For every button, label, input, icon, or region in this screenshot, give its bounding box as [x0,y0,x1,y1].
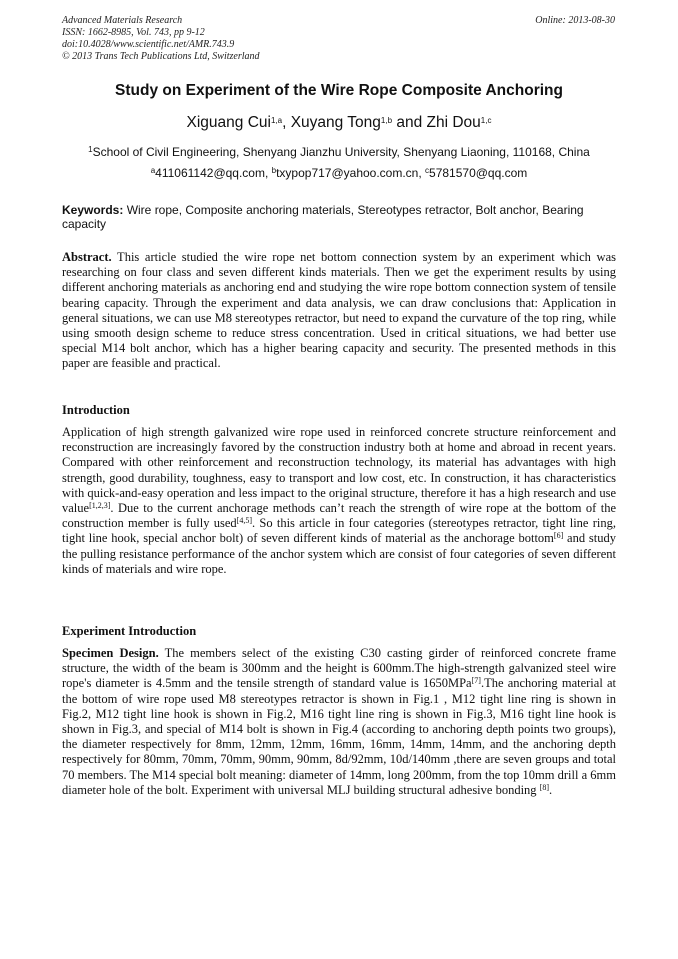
experiment-text-3: . [549,782,553,797]
copyright: © 2013 Trans Tech Publications Ltd, Switzerland [62,51,260,62]
affiliation-text: School of Civil Engineering, Shenyang Jianzhu University, Shenyang Liaoning, 110168, China [92,145,590,159]
authors [62,114,616,132]
paper-title: Study on Experiment of the Wire Rope Composite Anchoring [115,82,563,99]
author-2: , Xuyang Tong [282,114,381,131]
citation: [8] [539,782,550,792]
citation: [4,5] [236,516,252,526]
experiment-text-2: .The anchoring material at the bottom of wire rope used M8 stereotypes retractor is shown in Fig.1 , M12 tight line ring is shown in Fig.2, M12 tight line hook is shown in Fig.2, M16 tight line ring is shown in Fig.3, M16 tight line hook is shown in Fig.3, and special of M14 bolt is shown in Fig.4 (according to anchoring depth points two groups), the diameter respectively for 8mm, 12mm, 12mm, 16mm, 16mm, 14mm, 14mm, and the anchoring depth respectively for 80mm, 70mm, 70mm, 90mm, 90mm, 8d/92mm, 10d/140mm ,there are seven groups and total 70 members. The M14 special bolt meaning: diameter of 14mm, long 200mm, from the top 10mm drill a 6mm diameter hole of the bolt. Experiment with universal MLJ building structural adhesive bonding [62,676,617,797]
experiment-heading: Experiment Introduction [62,624,197,638]
intro-text-3: . So this article in four categories (stereotypes retractor, tight line ring, tight line hook, special anchor bolt) of seven different kinds of material as the anchorage bottom [62,516,616,546]
emails [62,166,616,180]
intro-heading: Introduction [62,403,130,417]
abstract-text: This article studied the wire rope net bottom connection system by an experiment which was researching on four class and seven different kinds materials. Then we get the experiment results by using different anchoring materials as anchoring end and studying the wire rope bottom connection system of tensile bearing capacity. Through the experiment and data analysis, we can draw conclusions that: Application in general situations, we can use M8 stereotypes retractor, but need to expand the curvature of the top ring, while using smooth design scheme to reduce stress concentration. Used in critical situations, we had better use special M14 bolt anchor, which has a higher bearing capacity and security. The presented methods in this paper are feasible and practical. [62,250,616,371]
intro-text-2: . Due to the current anchorage methods can’t reach the strength of wire rope at the bottom of the construction member is fully used [62,501,616,531]
abstract [62,250,616,372]
keywords-label: Keywords: [62,203,124,217]
citation: [1,2,3] [89,501,111,511]
email-2: txypop717@yahoo.com.cn, [276,166,426,180]
experiment-text-1: The members select of the existing C30 casting girder of reinforced concrete frame structure, the width of the beam is 300mm and the height is 600mm.The high-strength galvanized steel wire rope's diameter is 4.5mm and the tensile strength of standard value is 1650MPa [62,646,616,691]
affiliation [62,145,616,159]
email-3-sup: c [425,166,430,175]
author-3: and Zhi Dou [392,114,481,131]
journal-name: Advanced Materials Research [62,15,183,26]
experiment-paragraph [62,646,616,798]
specimen-design-label: Specimen Design. [62,646,159,660]
keywords [62,203,616,231]
issn: ISSN: 1662-8985, Vol. 743, pp 9-12 [62,27,205,38]
email-1: 411061142@qq.com, [155,166,272,180]
author-1: Xiguang Cui [186,114,271,131]
email-3: 5781570@qq.com [429,166,528,180]
intro-text-1: Application of high strength galvanized wire rope used in reinforced concrete structure reinforcement and reconstruction are increasingly favored by the construction industry both at home and abroad in recent years. Compared with other reinforcement and reconstruction technology, its material has advantages with high strength, good durability, toughness, easy to transport and low cost, etc. In construction, it has characteristics with quick-and-easy operation and less impact to the original structure, therefore it has a high research and use value [62,425,616,516]
email-1-sup: a [150,166,156,175]
author-1-sup: 1,a [270,116,283,125]
email-2-sup: b [271,166,277,175]
author-3-sup: 1,c [480,116,492,125]
affiliation-sup: 1 [88,145,93,154]
doi: doi:10.4028/www.scientific.net/AMR.743.9 [62,39,235,50]
intro-text-4: and study the pulling resistance performance of the anchor system which are consist of four categories of seven different kinds of materials and wire rope. [62,531,616,576]
intro-paragraph [62,425,616,577]
online-date: Online: 2013-08-30 [535,15,615,26]
citation: [7] [471,676,481,686]
author-2-sup: 1,b [380,116,393,125]
journal-header [62,15,260,63]
citation: [6] [553,531,564,541]
abstract-label: Abstract. [62,250,112,264]
keywords-text: Wire rope, Composite anchoring materials, Stereotypes retractor, Bolt anchor, Bearing capacity [62,203,584,231]
